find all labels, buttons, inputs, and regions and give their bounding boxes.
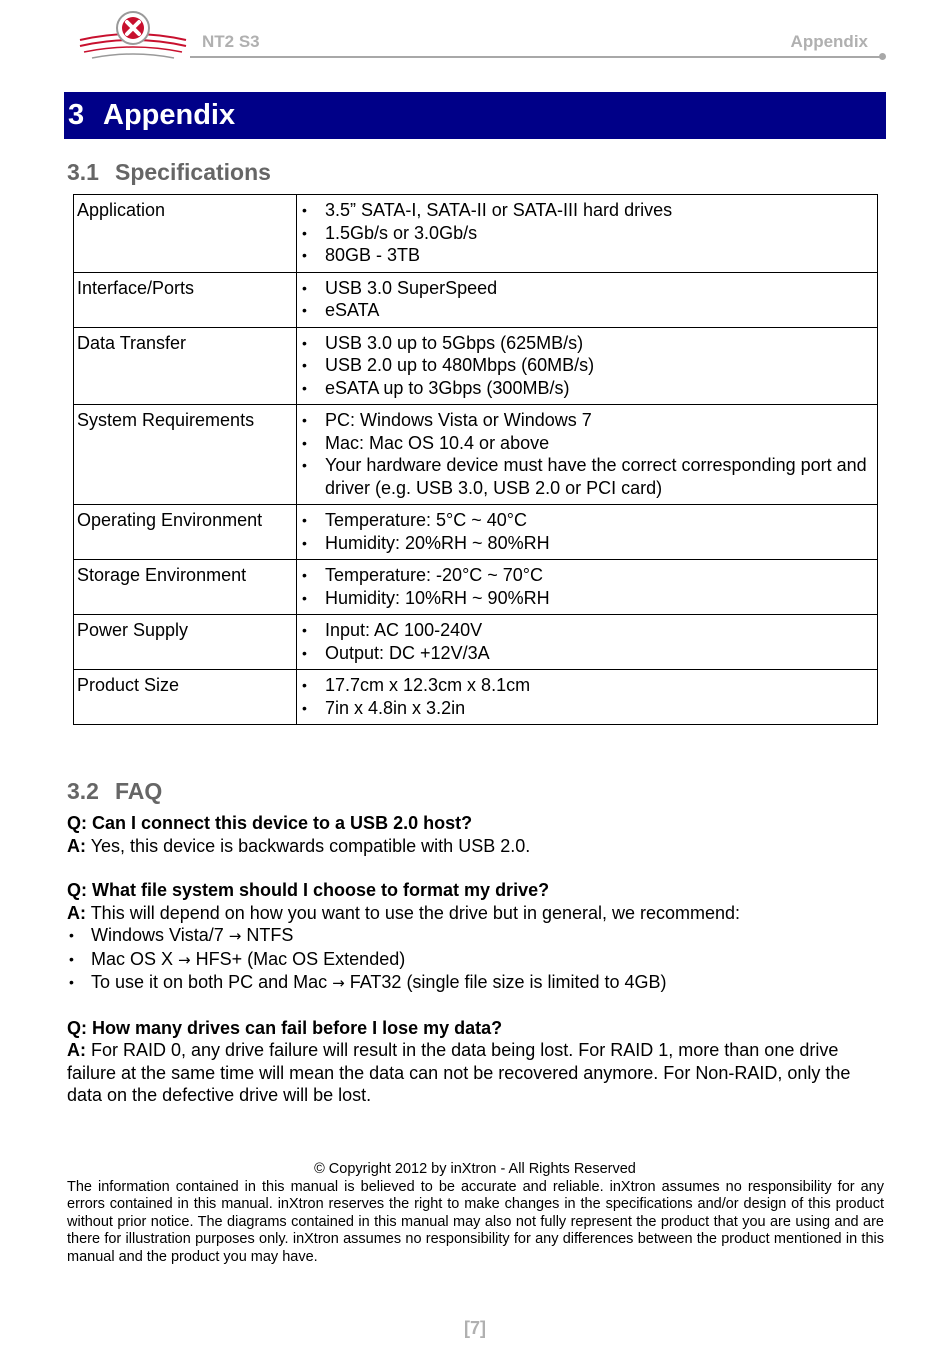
list-item: • USB 2.0 up to 480Mbps (60MB/s) — [325, 354, 874, 377]
spec-values — [297, 195, 878, 273]
arrow-right-icon: → — [228, 927, 242, 945]
page-number: [7] — [464, 1318, 486, 1338]
chapter-heading — [64, 92, 886, 139]
list-item: • eSATA up to 3Gbps (300MB/s) — [325, 377, 874, 400]
list-item: • 1.5Gb/s or 3.0Gb/s — [325, 222, 874, 245]
header-product-name: NT2 S3 — [202, 32, 260, 51]
spec-values — [297, 327, 878, 405]
spec-values — [297, 670, 878, 725]
list-item: • eSATA — [325, 299, 874, 322]
table-row — [74, 405, 878, 505]
table-row — [74, 560, 878, 615]
faq-answer: A: This will depend on how you want to use the drive but in general, we recommend: — [67, 902, 741, 923]
spec-values — [297, 505, 878, 560]
faq-question: Q: How many drives can fail before I lose my data? — [67, 1017, 503, 1038]
specifications-heading — [67, 159, 271, 186]
list-item: • Input: AC 100-240V — [325, 619, 874, 642]
table-row — [74, 615, 878, 670]
spec-values — [297, 405, 878, 505]
spec-label: Data Transfer — [74, 327, 297, 405]
spec-label: Operating Environment — [74, 505, 297, 560]
spec-label: Product Size — [74, 670, 297, 725]
arrow-right-icon: → — [332, 974, 345, 992]
specifications-table — [73, 194, 878, 725]
table-row — [74, 195, 878, 273]
list-item: • PC: Windows Vista or Windows 7 — [325, 409, 874, 432]
list-item: • Temperature: 5°C ~ 40°C — [325, 509, 874, 532]
spec-label: System Requirements — [74, 405, 297, 505]
section-title: Specifications — [115, 159, 271, 185]
spec-values — [297, 615, 878, 670]
faq-question: Q: What file system should I choose to format my drive? — [67, 880, 550, 900]
arrow-right-icon: → — [178, 950, 191, 969]
section-number: 3.1 — [67, 159, 99, 185]
list-item: • 7in x 4.8in x 3.2in — [325, 697, 874, 720]
header-section-name: Appendix — [790, 32, 868, 51]
list-item: • Humidity: 10%RH ~ 90%RH — [325, 587, 874, 610]
spec-label: Interface/Ports — [74, 272, 297, 327]
header-rule — [190, 56, 884, 58]
faq-heading — [67, 778, 162, 805]
list-item: • Your hardware device must have the correct corresponding port and driver (e.g. USB 3.0, USB 2.0 or PCI card) — [325, 454, 874, 499]
spec-label: Power Supply — [74, 615, 297, 670]
section-title: FAQ — [115, 778, 163, 804]
faq-answer: A: For RAID 0, any drive failure will result in the data being lost. For RAID 1, more than one drive failure at the same time will mean the data can not be recovered anymore. For Non-RAID, only the data on the defective drive will be lost. — [67, 1040, 851, 1105]
list-item: • 17.7cm x 12.3cm x 8.1cm — [325, 674, 874, 697]
list-item: • USB 3.0 up to 5Gbps (625MB/s) — [325, 332, 874, 355]
list-item: • Humidity: 20%RH ~ 80%RH — [325, 532, 874, 555]
spec-label: Storage Environment — [74, 560, 297, 615]
table-row — [74, 670, 878, 725]
list-item: • Windows Vista/7 → NTFS — [67, 924, 887, 948]
list-item: • Mac: Mac OS 10.4 or above — [325, 432, 874, 455]
file-system-options — [67, 924, 887, 995]
inxtron-logo — [78, 8, 188, 66]
table-row — [74, 272, 878, 327]
chapter-title: Appendix — [103, 99, 236, 131]
faq-answer: A: Yes, this device is backwards compatible with USB 2.0. — [67, 835, 531, 856]
page-header — [66, 6, 884, 66]
header-rule-dot — [879, 53, 886, 60]
section-number: 3.2 — [67, 778, 99, 804]
faq-question: Q: Can I connect this device to a USB 2.0 host? — [67, 813, 473, 833]
disclaimer-text: The information contained in this manual is believed to be accurate and reliable. inXtron assumes no responsibility for any errors contained in this manual. inXtron reserves the right to make changes in the specifications and/or design of this product without prior notice. The diagrams contained in this manual may also not fully represent the product that you are using and are there for illustration purposes only. inXtron assumes no responsibility for any differences between the product mentioned in this manual and the product you may have. — [67, 1179, 884, 1265]
spec-values — [297, 560, 878, 615]
list-item: • Mac OS X → HFS+ (Mac OS Extended) — [67, 948, 887, 972]
list-item: • To use it on both PC and Mac → FAT32 (single file size is limited to 4GB) — [67, 971, 887, 995]
list-item: • 80GB - 3TB — [325, 244, 874, 267]
spec-label: Application — [74, 195, 297, 273]
faq-list — [67, 812, 887, 1107]
table-row — [74, 505, 878, 560]
list-item: • Temperature: -20°C ~ 70°C — [325, 564, 874, 587]
list-item: • USB 3.0 SuperSpeed — [325, 277, 874, 300]
list-item: • 3.5” SATA-I, SATA-II or SATA-III hard drives — [325, 199, 874, 222]
copyright-notice: © Copyright 2012 by inXtron - All Rights Reserved — [314, 1161, 636, 1177]
chapter-number: 3 — [68, 99, 85, 131]
list-item: • Output: DC +12V/3A — [325, 642, 874, 665]
table-row — [74, 327, 878, 405]
spec-values — [297, 272, 878, 327]
